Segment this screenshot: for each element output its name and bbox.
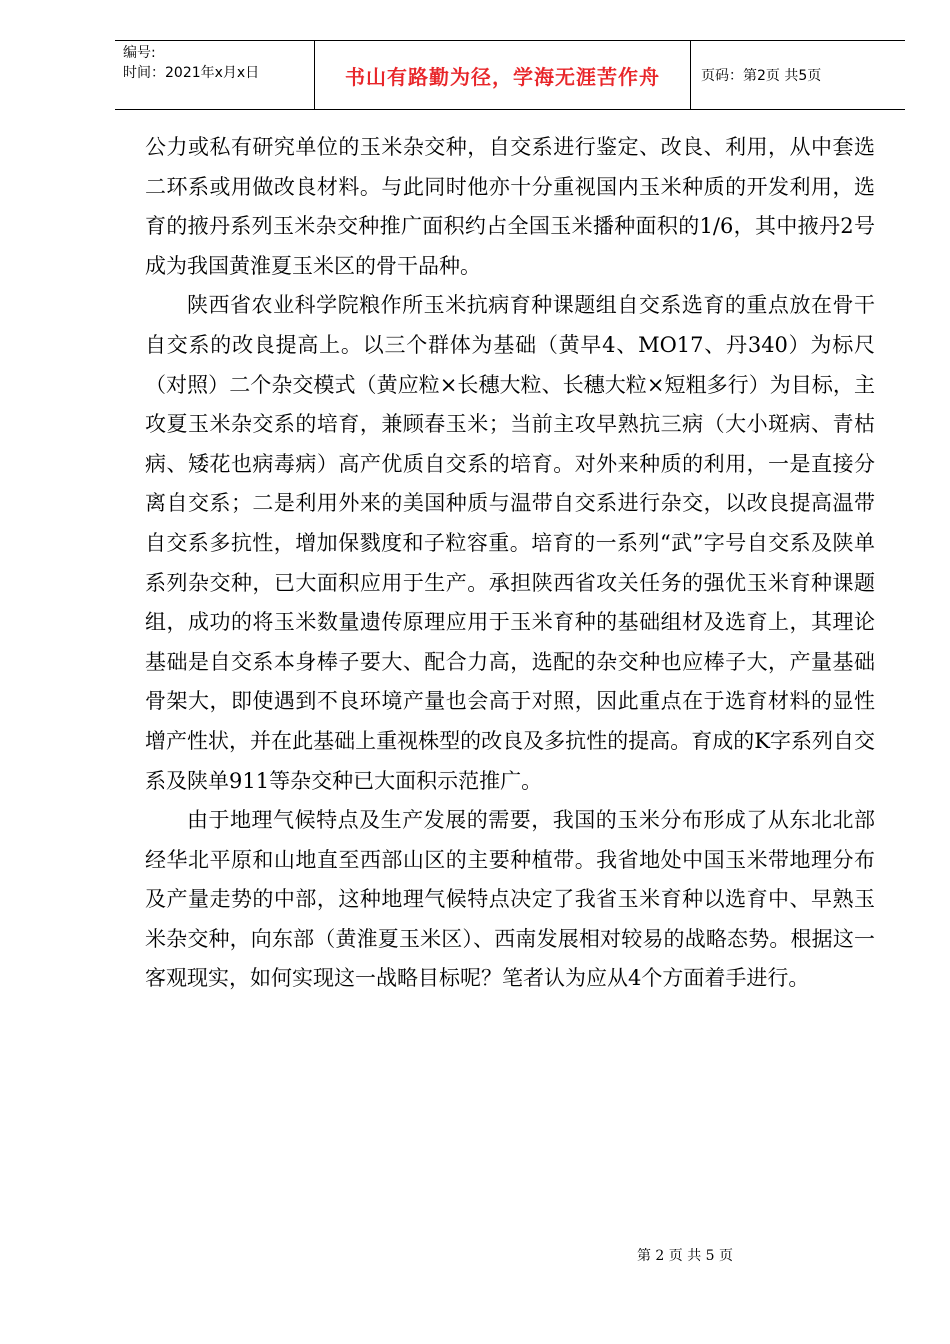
- footer-page-number: 第 2 页 共 5 页: [636, 1248, 734, 1264]
- time-label: 时间：2021年x月x日: [123, 65, 260, 81]
- paragraph-2: 陕西省农业科学院粮作所玉米抗病育种课题组自交系选育的重点放在骨干自交系的改良提高上。以三个群体为基础（黄早4、MO17、丹340）为标尺（对照）二个杂交模式（黄应粒×长穗大粒、长穗大粒×短粗多行）为目标，主攻夏玉米杂交系的培育，兼顾春玉米；当前主攻早熟抗三病（大小斑病、青枯病、矮花也病毒病）高产优质自交系的培育。对外来种质的利用，一是直接分离自交系；二是利用外来的美国种质与温带自交系进行杂交，以改良提高温带自交系多抗性，增加保戮度和子粒容重。培育的一系列“武”字号自交系及陕单系列杂交种，已大面积应用于生产。承担陕西省攻关任务的强优玉米育种课题组，成功的将玉米数量遗传原理应用于玉米育种的基础组材及选育上，其理论基础是自交系本身棒子要大、配合力高，选配的杂交种也应棒子大，产量基础骨架大，即使遇到不良环境产量也会高于对照，因此重点在于选育材料的显性增产性状，并在此基础上重视株型的改良及多抗性的提高。育成的K字系列自交系及陕单911等杂交种已大面积示范推广。: [145, 293, 875, 793]
- page-header: [115, 40, 905, 110]
- header-motto: 书山有路勤为径，学海无涯苦作舟: [315, 41, 691, 109]
- header-page-info: 页码：第2页 共5页: [701, 68, 822, 84]
- header-meta: [115, 41, 315, 109]
- document-body: [145, 128, 875, 999]
- page-footer: [0, 1245, 950, 1265]
- paragraph-3: 由于地理气候特点及生产发展的需要，我国的玉米分布形成了从东北北部经华北平原和山地直至西部山区的主要种植带。我省地处中国玉米带地理分布及产量走势的中部，这种地理气候特点决定了我省玉米育种以选育中、早熟玉米杂交种，向东部（黄淮夏玉米区）、西南发展相对较易的战略态势。根据这一客观现实，如何实现这一战略目标呢？笔者认为应从4个方面着手进行。: [145, 808, 875, 991]
- serial-number-label: 编号:: [123, 45, 156, 61]
- paragraph-1: 公力或私有研究单位的玉米杂交种，自交系进行鉴定、改良、利用，从中套选二环系或用做改良材料。与此同时他亦十分重视国内玉米种质的开发利用，选育的掖丹系列玉米杂交种推广面积约占全国玉米播种面积的1/6，其中掖丹2号成为我国黄淮夏玉米区的骨干品种。: [145, 135, 875, 278]
